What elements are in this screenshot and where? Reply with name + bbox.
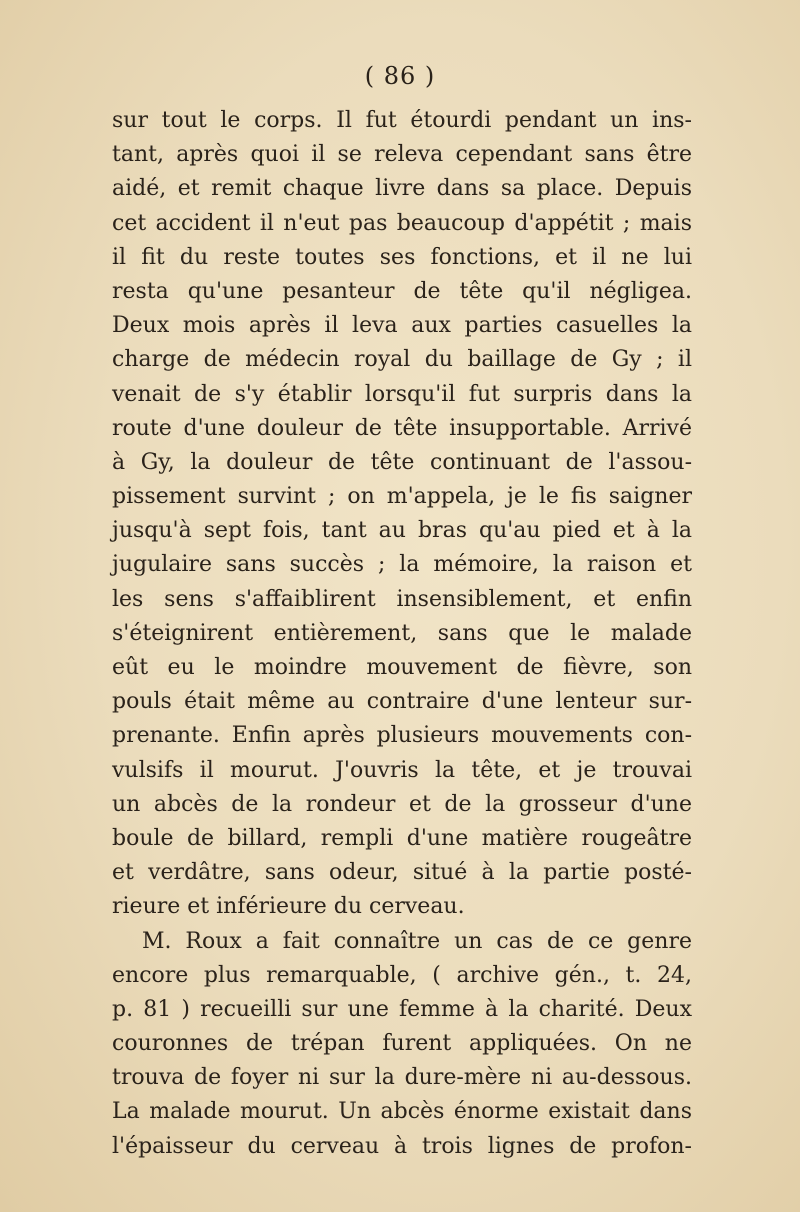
text-line: l'épaisseur du cerveau à trois lignes de profon- xyxy=(112,1133,692,1159)
text-line: La malade mourut. Un abcès énorme existait dans xyxy=(112,1099,692,1125)
text-line: un abcès de la rondeur et de la grosseur d'une xyxy=(112,791,692,817)
text-line: vulsifs il mourut. J'ouvris la tête, et je trouvai xyxy=(112,757,692,783)
text-line: pouls était même au contraire d'une lenteur sur- xyxy=(112,689,692,715)
text-line: aidé, et remit chaque livre dans sa place. Depuis xyxy=(112,176,692,202)
text-line: rieure et inférieure du cerveau. xyxy=(112,894,465,920)
text-line: resta qu'une pesanteur de tête qu'il négligea. xyxy=(112,278,692,304)
body-text xyxy=(112,104,692,1164)
text-line: trouva de foyer ni sur la dure-mère ni au-dessous. xyxy=(112,1065,692,1091)
text-line: route d'une douleur de tête insupportable. Arrivé xyxy=(112,415,692,441)
text-line: tant, après quoi il se releva cependant sans être xyxy=(112,142,692,168)
paragraph-start-line: M. Roux a fait connaître un cas de ce genre xyxy=(142,928,692,954)
text-line: cet accident il n'eut pas beaucoup d'appétit ; mais xyxy=(112,210,692,236)
text-line: il fit du reste toutes ses fonctions, et il ne lui xyxy=(112,244,692,270)
text-line: les sens s'affaiblirent insensiblement, et enfin xyxy=(112,586,692,612)
text-line: charge de médecin royal du baillage de Gy ; il xyxy=(112,347,692,373)
text-line: encore plus remarquable, ( archive gén., t. 24, xyxy=(112,962,692,988)
text-line: boule de billard, rempli d'une matière rougeâtre xyxy=(112,825,692,851)
text-line: à Gy, la douleur de tête continuant de l'assou- xyxy=(112,449,692,475)
text-line: s'éteignirent entièrement, sans que le malade xyxy=(112,620,692,646)
text-line: jusqu'à sept fois, tant au bras qu'au pied et à la xyxy=(112,518,692,544)
text-line: prenante. Enfin après plusieurs mouvements con- xyxy=(112,723,692,749)
text-line: Deux mois après il leva aux parties casuelles la xyxy=(112,313,692,339)
text-line: p. 81 ) recueilli sur une femme à la charité. Deux xyxy=(112,996,692,1022)
text-line: et verdâtre, sans odeur, situé à la partie posté- xyxy=(112,860,692,886)
text-line: jugulaire sans succès ; la mémoire, la raison et xyxy=(112,552,692,578)
page-number: ( 86 ) xyxy=(364,62,436,90)
text-line: sur tout le corps. Il fut étourdi pendant un ins- xyxy=(112,108,692,133)
text-line: venait de s'y établir lorsqu'il fut surpris dans la xyxy=(112,381,692,407)
text-line: couronnes de trépan furent appliquées. On ne xyxy=(112,1031,692,1057)
text-line: eût eu le moindre mouvement de fièvre, son xyxy=(112,655,692,680)
text-line: pissement survint ; on m'appela, je le fis saigner xyxy=(112,484,692,510)
